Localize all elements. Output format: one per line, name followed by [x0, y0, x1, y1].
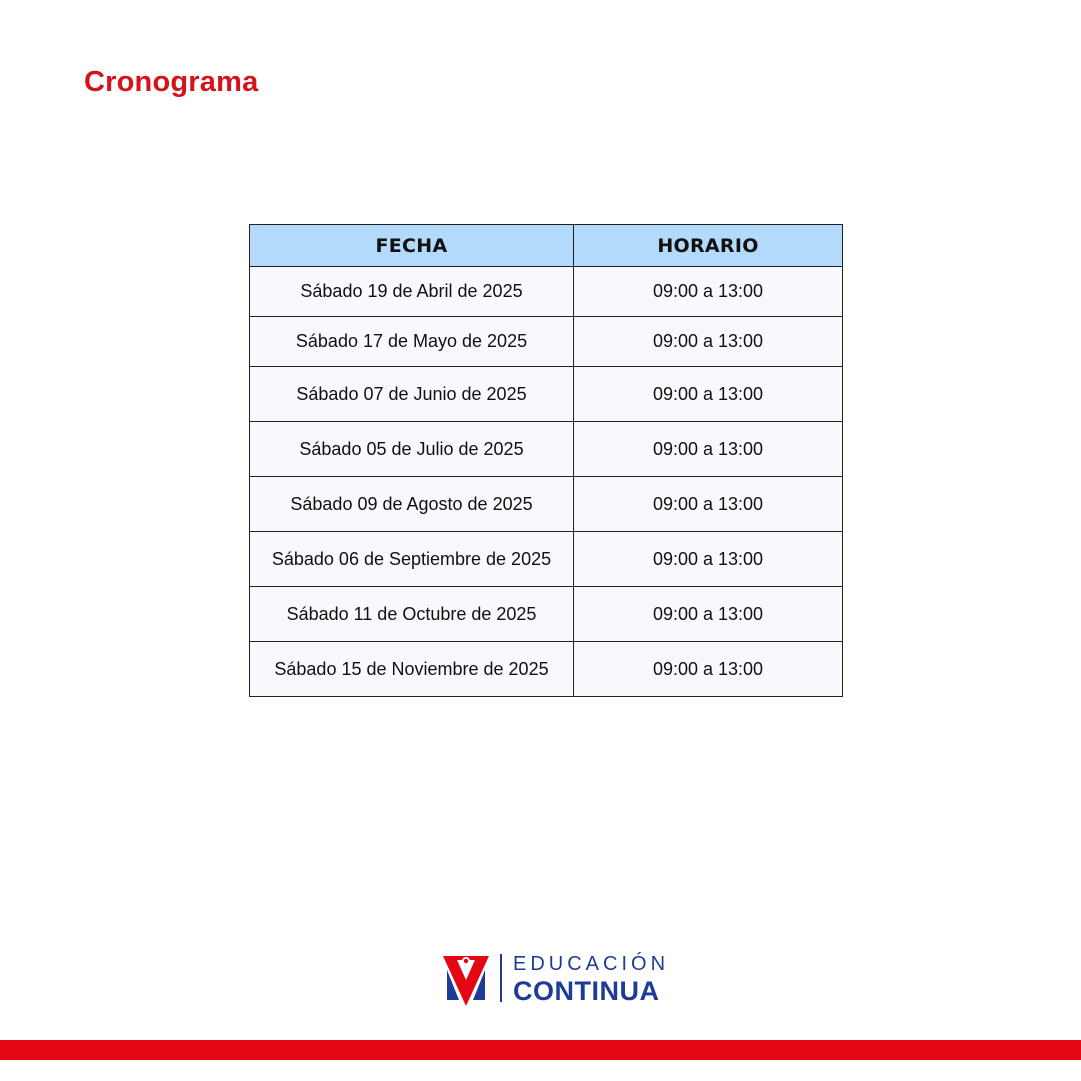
schedule-table — [249, 224, 843, 697]
footer-bar — [0, 1040, 1081, 1060]
logo-mark-icon — [443, 956, 489, 1006]
logo-divider — [500, 954, 502, 1002]
table-row — [250, 422, 843, 477]
cell-horario: 09:00 a 13:00 — [574, 587, 843, 642]
cell-horario: 09:00 a 13:00 — [574, 532, 843, 587]
cell-fecha: Sábado 05 de Julio de 2025 — [250, 422, 574, 477]
cell-fecha: Sábado 11 de Octubre de 2025 — [250, 587, 574, 642]
table-row — [250, 267, 843, 317]
column-header-fecha: FECHA — [250, 225, 574, 267]
cell-horario: 09:00 a 13:00 — [574, 477, 843, 532]
table-row — [250, 367, 843, 422]
cell-horario: 09:00 a 13:00 — [574, 267, 843, 317]
cell-horario: 09:00 a 13:00 — [574, 642, 843, 697]
educacion-continua-logo — [443, 952, 683, 1008]
cell-fecha: Sábado 06 de Septiembre de 2025 — [250, 532, 574, 587]
cell-fecha: Sábado 09 de Agosto de 2025 — [250, 477, 574, 532]
cell-fecha: Sábado 17 de Mayo de 2025 — [250, 317, 574, 367]
table-row — [250, 317, 843, 367]
cell-horario: 09:00 a 13:00 — [574, 317, 843, 367]
table-header-row — [250, 225, 843, 267]
logo-text-line1: EDUCACIÓN — [513, 953, 670, 975]
table-row — [250, 532, 843, 587]
page-title: Cronograma — [84, 66, 259, 98]
logo-text-line2: CONTINUA — [513, 976, 660, 1006]
table-row — [250, 587, 843, 642]
table-row — [250, 477, 843, 532]
cell-fecha: Sábado 15 de Noviembre de 2025 — [250, 642, 574, 697]
column-header-horario: HORARIO — [574, 225, 843, 267]
cell-fecha: Sábado 07 de Junio de 2025 — [250, 367, 574, 422]
cell-horario: 09:00 a 13:00 — [574, 367, 843, 422]
table-row — [250, 642, 843, 697]
cell-horario: 09:00 a 13:00 — [574, 422, 843, 477]
cell-fecha: Sábado 19 de Abril de 2025 — [250, 267, 574, 317]
